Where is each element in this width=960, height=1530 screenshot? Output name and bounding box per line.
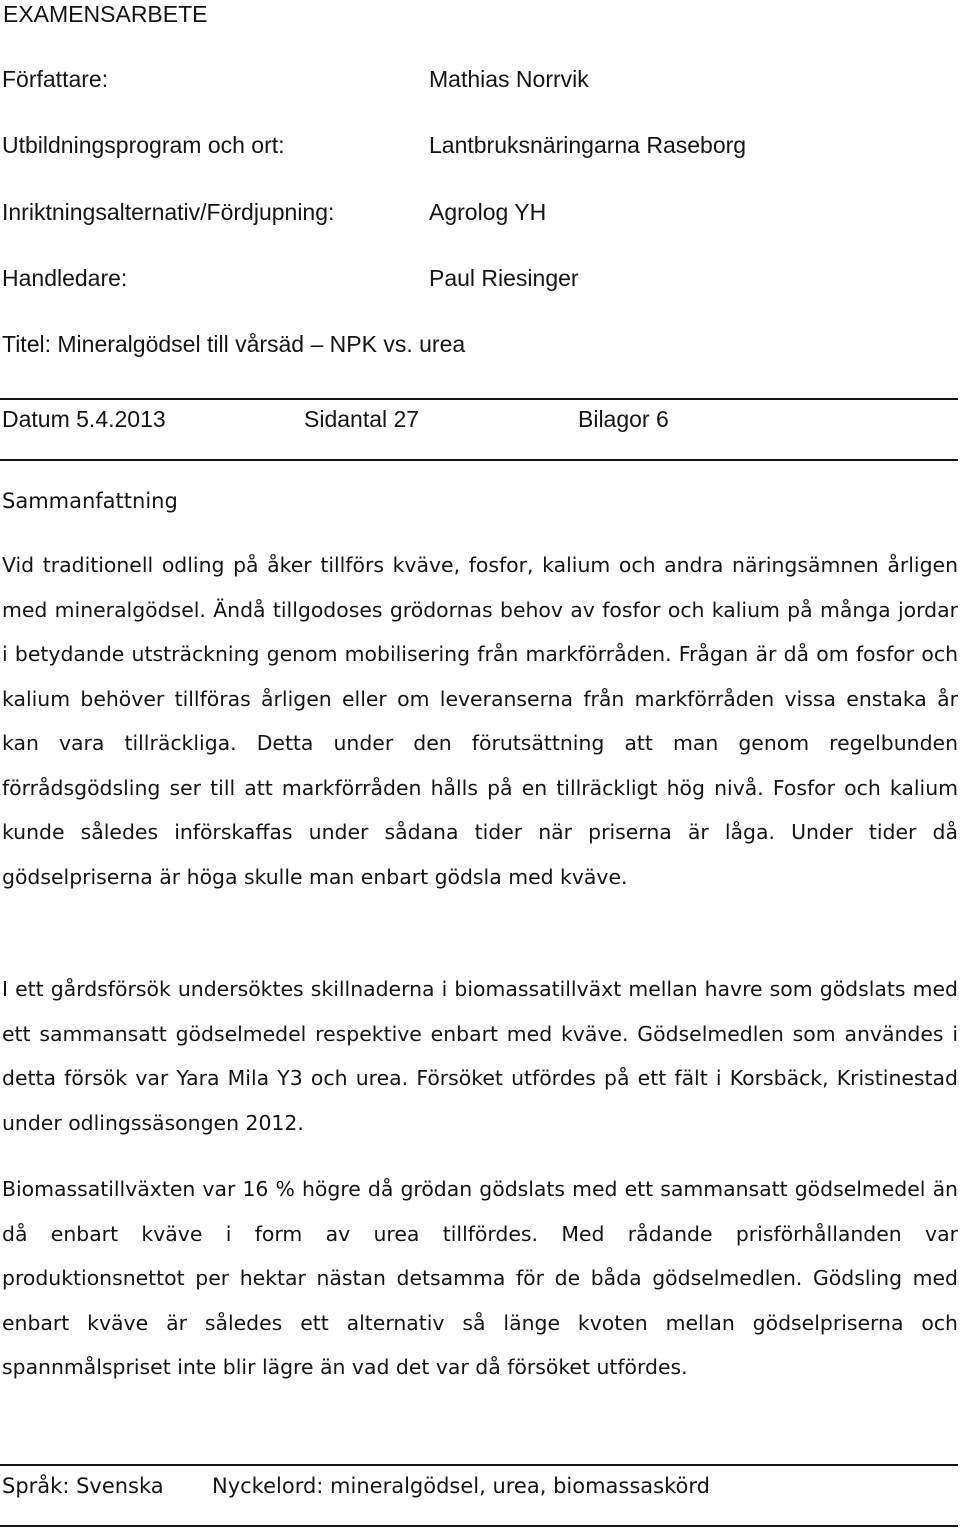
- info-divider: [0, 459, 958, 461]
- document-heading: EXAMENSARBETE: [3, 1, 208, 27]
- summary-paragraph-3: Biomassatillväxten var 16 % högre då grödan gödslats med ett sammansatt gödselmedel än då enbart kväve i form av urea tillfördes. Med rådande prisförhållanden var produktionsnettot per hektar nästan detsamma för de båda gödselmedlen. Gödsling med enbart kväve är således ett alternativ så länge kvoten mellan gödselpriserna och spannmålspriset inte blir lägre än vad det var då försöket utfördes.: [2, 1177, 958, 1379]
- specialization-value: Agrolog YH: [429, 199, 547, 225]
- supervisor-label: Handledare:: [2, 265, 128, 291]
- page-count-field: Sidantal 27: [304, 406, 420, 432]
- program-value: Lantbruksnäringarna Raseborg: [429, 132, 747, 158]
- specialization-label: Inriktningsalternativ/Fördjupning:: [2, 199, 335, 225]
- keywords-field: Nyckelord: mineralgödsel, urea, biomassaskörd: [212, 1474, 710, 1498]
- language-field: Språk: Svenska: [2, 1474, 164, 1498]
- thesis-title: Titel: Mineralgödsel till vårsäd – NPK vs. urea: [2, 331, 466, 357]
- footer-bottom-divider: [0, 1525, 958, 1527]
- footer-top-divider: [0, 1464, 958, 1466]
- top-divider: [0, 398, 958, 400]
- summary-paragraph-1: Vid traditionell odling på åker tillförs kväve, fosfor, kalium och andra näringsämnen årligen med mineralgödsel. Ändå tillgodoses grödornas behov av fosfor och kalium på många jordar i betydande utsträckning genom mobilisering från markförråden. Frågan är då om fosfor och kalium behöver tillföras årligen eller om leveranserna från markförråden vissa enstaka år kan vara tillräckliga. Detta under den förutsättning att man genom regelbunden förrådsgödsling ser till att markförråden hålls på en tillräckligt hög nivå. Fosfor och kalium kunde således införskaffas under sådana tider när priserna är låga. Under tider då gödselpriserna är höga skulle man enbart gödsla med kväve.: [2, 553, 958, 889]
- summary-paragraph-2: I ett gårdsförsök undersöktes skillnaderna i biomassatillväxt mellan havre som gödslats med ett sammansatt gödselmedel respektive enbart med kväve. Gödselmedlen som användes i detta försök var Yara Mila Y3 och urea. Försöket utfördes på ett fält i Korsbäck, Kristinestad under odlingssäsongen 2012.: [2, 977, 958, 1135]
- summary-heading: Sammanfattning: [2, 489, 178, 513]
- appendices-field: Bilagor 6: [578, 406, 669, 432]
- author-value: Mathias Norrvik: [429, 66, 589, 92]
- date-field: Datum 5.4.2013: [2, 406, 166, 432]
- supervisor-value: Paul Riesinger: [429, 265, 579, 291]
- author-label: Författare:: [2, 66, 109, 92]
- program-label: Utbildningsprogram och ort:: [2, 132, 285, 158]
